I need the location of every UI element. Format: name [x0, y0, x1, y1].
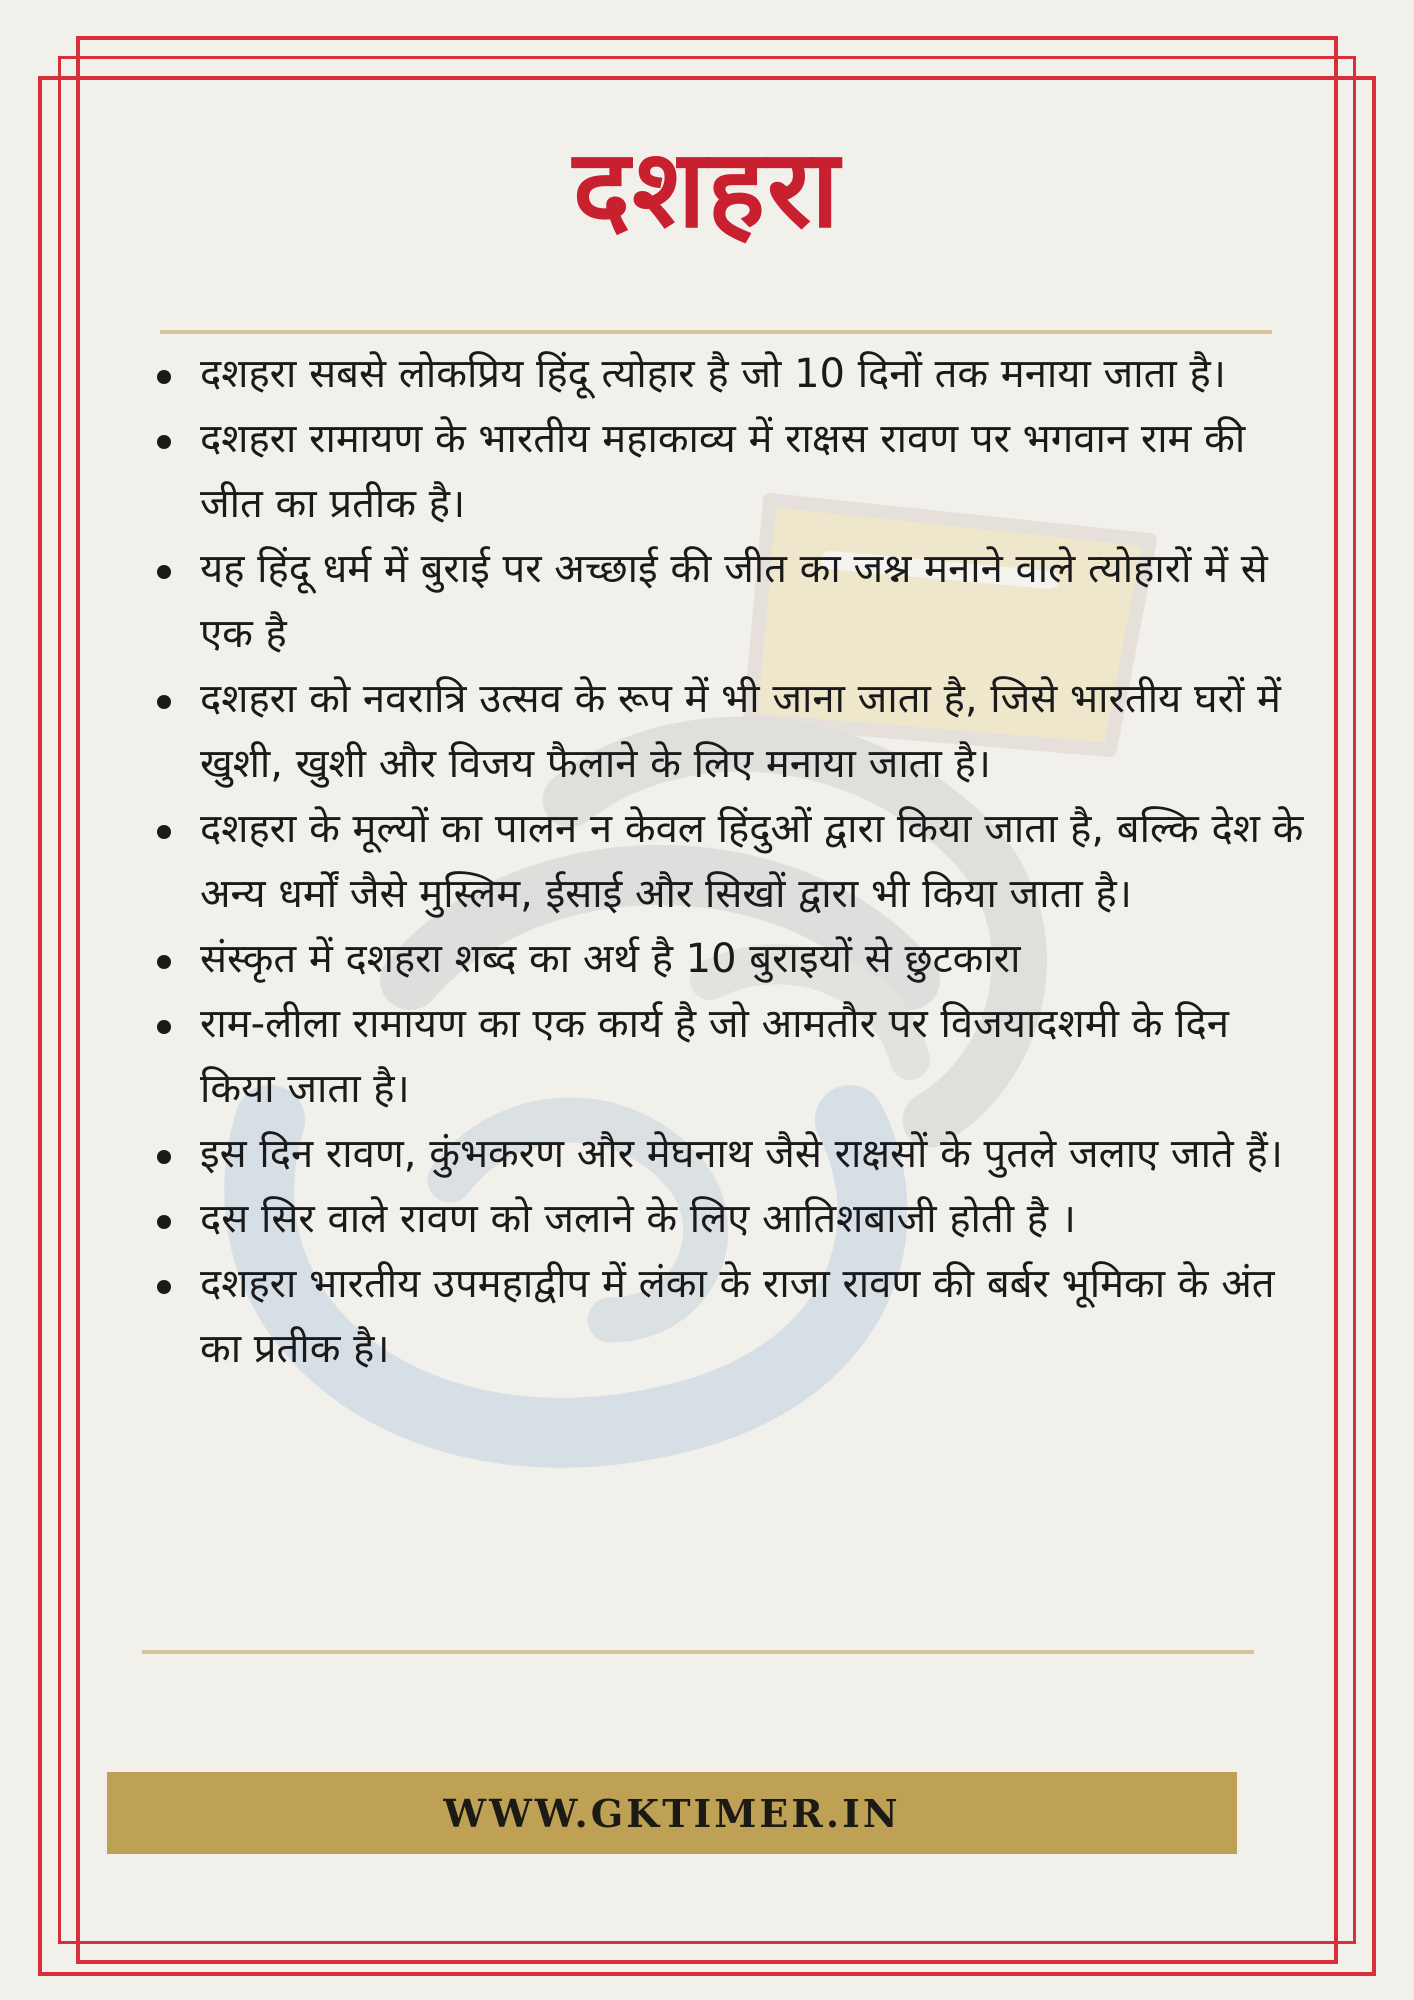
- footer-banner: [107, 1772, 1237, 1854]
- list-item: इस दिन रावण, कुंभकरण और मेघनाथ जैसे राक्षसों के पुतले जलाए जाते हैं।: [200, 1122, 1310, 1187]
- top-divider: [160, 330, 1272, 334]
- page-title: दशहरा: [572, 126, 842, 252]
- list-item: संस्कृत में दशहरा शब्द का अर्थ है 10 बुराइयों से छुटकारा: [200, 927, 1310, 992]
- list-item: दस सिर वाले रावण को जलाने के लिए आतिशबाजी होती है ।: [200, 1187, 1310, 1252]
- list-item: दशहरा सबसे लोकप्रिय हिंदू त्योहार है जो 10 दिनों तक मनाया जाता है।: [200, 342, 1310, 407]
- list-item: राम-लीला रामायण का एक कार्य है जो आमतौर पर विजयादशमी के दिन किया जाता है।: [200, 992, 1310, 1122]
- list-item: दशहरा भारतीय उपमहाद्वीप में लंका के राजा रावण की बर्बर भूमिका के अंत का प्रतीक है।: [200, 1252, 1310, 1382]
- list-item: यह हिंदू धर्म में बुराई पर अच्छाई की जीत का जश्न मनाने वाले त्योहारों में से एक है: [200, 537, 1310, 667]
- bottom-divider: [142, 1650, 1254, 1654]
- points-list: [200, 342, 1310, 1382]
- website-link[interactable]: WWW.GKTIMER.IN: [443, 1790, 901, 1836]
- list-item: दशहरा को नवरात्रि उत्सव के रूप में भी जाना जाता है, जिसे भारतीय घरों में खुशी, खुशी और विजय फैलाने के लिए मनाया जाता है।: [200, 667, 1310, 797]
- list-item: दशहरा रामायण के भारतीय महाकाव्य में राक्षस रावण पर भगवान राम की जीत का प्रतीक है।: [200, 407, 1310, 537]
- list-item: दशहरा के मूल्यों का पालन न केवल हिंदुओं द्वारा किया जाता है, बल्कि देश के अन्य धर्मों जैसे मुस्लिम, ईसाई और सिखों द्वारा भी किया जाता है।: [200, 797, 1310, 927]
